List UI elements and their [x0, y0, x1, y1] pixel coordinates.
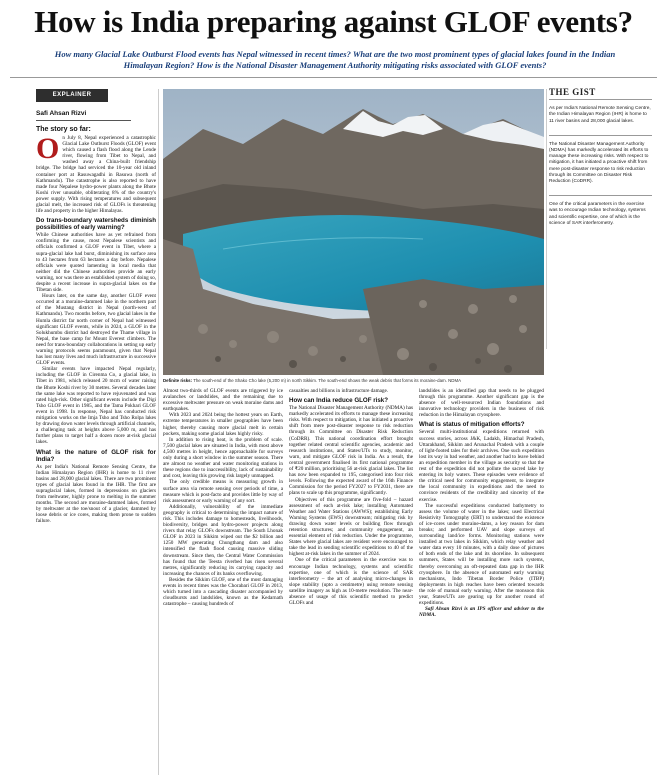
paragraph: Besides the Sikkim GLOF, one of the most damaging events in recent times was the Chorabari GLOF in 2013, which turned into a cascading disaster accompanied by cloudbursts and landslides, known as the Kedarnath catastrophe – causing hundreds of — [163, 576, 283, 608]
story-label: The story so far: — [36, 126, 91, 133]
paragraph: The National Disaster Management Authority (NDMA) has markedly accelerated its efforts to manage these increasing risks. With respect to mitigation, it has initiated a proactive shift from mere post-disaster response to risk reduction through its Committee on Disaster Risk Reduction (CoDRR). This national coordination effort brought together related central scientific agencies, academic and research institutions, and States/UTs to study, monitor, warn, and mitigate GLOF risk in India. As a result, the central government finalised its first national programme of ₹20 million, prioritising 56 at-risk glacial lakes. The list has now been expanded to 195, categorised into four risk levels. Following the expected award of the 16th Finance Commission for the period FY2027 to FY2031, there are plans to scale up this programme, significantly. — [289, 405, 413, 497]
paragraph: Almost two-thirds of GLOF events are triggered by ice avalanches or landslides, and the remaining due to excessive meltwater pressure on weak moraine dams and earthquakes. — [163, 388, 283, 413]
paragraph: Objectives of this programme are five-fold – hazard assessment of each at-risk lake; installing Automated Weather and Water Stations (AWWS); establishing Early Warning Systems (EWS) downstream; mitigating risk by drawing down water levels or building flow through retention structures; and community engagement, an essential element of risk reduction. Under the programme, States where glacial lakes are resident were encouraged to take the lead in sending scientific expeditions to 40 of the highest at-risk lakes in the summer of 2024. — [289, 496, 413, 558]
gist-sidebar — [549, 89, 652, 237]
paragraph: n July 8, Nepal experienced a catastrophic Glacial Lake Outburst Floods (GLOF) event which caused a flash flood along the Lende river, flowing from Tibet to Nepal, and washed away a China-built friendship bridge. The bridge had serviced the 10-year old inland container port at Rasuwagadhi in Rasuwa (north of Kathmandu). The catastrophe is also reported to have made four Nepalese hydro-power plants along the Bhote Koshi river unusable, obliterating 8% of the country's power supply. With rising temperatures and subsequent glacial melt, the increased risk of GLOFs is threatening life and property in the higher Himalayas. — [36, 135, 156, 215]
gist-item: One of the critical parameters in the exercise was to encourage Indian technology, systems and scientific expertise, one of which is the science of SAR interferometry. — [549, 202, 646, 226]
header-rule — [10, 77, 657, 78]
subheading: What is status of mitigation efforts? — [419, 421, 525, 429]
caption-text: The south-end of the Shako Cho lake (5,200 m) in north Sikkim. The south-end shows the weak debris that forms its moraine-dam. NDMA — [193, 378, 462, 383]
paragraph: One of the critical parameters in the exercise was to encourage Indian technology, systems and scientific expertise, one of which is the science of SAR interferometry – the art of analysing micro-changes in slope stability (upto a centimetre) using remote sensing satellite imagery as high as 10-metre resolution. The near-absence of usage of this scientific method to predict GLOFs and — [289, 557, 413, 607]
paragraph: The successful expeditions conducted bathymetry to assess the volume of water in the lakes; used Electrical Resistivity Tomography (ERT) to understand the existence of ice-cores under moraine-dams, a key reason for dam breaks; and performed UAV and slope surveys of surrounding land/ice forms. Monitoring stations were installed at two lakes in Sikkim, which relay weather and water data every 10 minutes, with a daily dose of pictures of both ends of the lake and its shoreline. In subsequent summers, States will be installing more such systems, thereby overcoming an oft-repeated data gap in the IHR cryosphere. In the absence of automated early warning mechanisms, Indo Tibetan Border Police (ITBP) deployments in high reaches have been oriented towards the role of manual early warning. After the monsoon this year, States/UTs are gearing up for another round of expeditions. — [419, 502, 544, 607]
paragraph: As per India's National Remote Sensing Centre, the Indian Himalayan Region (IHR) is home to 11 river basins and 28,000 glacial lakes. There are two prominent types of glacial lakes found in the IHR. The first are supraglacial lakes, formed in depressions on glaciers from meltwater, highly prone to melting in the summer months. The second are moraine-dammed lakes, formed by meltwater at the toe/snout of a glacier, dammed by loose debris or ice cores, making them prone to sudden failure. — [36, 463, 156, 525]
caption-label: Definite risks: — [163, 378, 193, 383]
section-tag: EXPLAINER — [36, 89, 108, 102]
paragraph: landslides is an identified gap that needs to be plugged through this programme. Another significant gap is the absence of well-resourced Indian foundations and innovative technology providers in the business of risk reduction in the Himalayan cryosphere. — [419, 388, 544, 419]
gist-item: As per India's National Remote Sensing Centre, the Indian Himalayan Region (IHR) is home to 11 river basins and 28,000 glacial lakes. — [549, 106, 651, 124]
gist-rule — [549, 99, 652, 100]
drop-cap: O — [36, 135, 60, 165]
column-4 — [419, 388, 544, 776]
paragraph: With 2023 and 2024 being the hottest years on Earth, extreme temperatures in smaller geographies have been higher, thereby causing more glacial melt in certain pockets, making some glacial lakes highly risky. — [163, 412, 283, 437]
column-divider — [158, 89, 159, 775]
author-note: Safi Ahsan Rizvi is an IPS officer and adviser to the NDMA. — [419, 606, 544, 619]
headline: How is India preparing against GLOF events? — [34, 4, 633, 39]
paragraph: The only credible means is measuring growth in surface area via remote sensing over periods of time, a measure which is post-facto and provides little by way of risk assessment or early warning of any sort. — [163, 479, 283, 504]
photo-caption — [163, 378, 544, 383]
byline-rule — [36, 120, 131, 121]
paragraph: In addition to rising heat, is the problem of scale. 7,500 glacial lakes are situated in India, with most above 4,500 metres in height, hence approachable for surveys only during a short window in the summer season. There are almost no weather and water monitoring stations in these regions due to inaccessibility, lack of sustainability and cost, leaving this growing risk largely unmapped. — [163, 436, 283, 480]
gist-title: THE GIST — [549, 87, 596, 97]
column-1 — [36, 135, 156, 775]
paragraph: While Chinese authorities have as yet refrained from confirming the cause, most Nepalese scientists and officials confirmed a GLOF event in Tibet, where a supra-glacial lake had burst, diminishing its surface area to 43 hectares from 63 hectares a day before. Nepalese officials were quoted lamenting in local media that neither did the Chinese authorities provide an early warning, nor was there an established system of doing so, despite a recent increase in supra-glacial lakes on the Tibetan side. — [36, 232, 156, 294]
paragraph: Several multi-institutional expeditions returned with success stories, across J&K, Ladakh, Himachal Pradesh, Uttarakhand, Sikkim and Arunachal Pradesh with a couple of light-footed tales for their archives. One such expedition lost its way in bad weather, and another had to leave behind an expedition member in the village as security so that the rest of the expedition did not pollute the sacred lake by entering its holy waters. These episodes were evidence of the critical need for community engagement, to integrate the local community in expeditions and the need to convince residents of the credibility and sincerity of the exercise. — [419, 429, 544, 503]
column-3 — [289, 388, 413, 776]
gist-item: The National Disaster Management Authority (NDMA) has markedly accelerated its efforts to manage these increasing risks. With respect to mitigation, it has initiated a proactive shift from mere post-disaster response to risk reduction through its Committee on Disaster Risk Reduction (CoDRR). — [549, 141, 649, 185]
gist-rule — [549, 135, 652, 136]
paragraph: casualties and billions in infrastructure damage. — [289, 388, 389, 394]
column-divider — [546, 89, 547, 349]
gist-rule — [549, 195, 652, 196]
paragraph: Hours later, on the same day, another GLOF event occurred at a moraine-dammed lake in the northern part of the Mustang district in Nepal (north-west of Kathmandu). Two months before, two glacial lakes in the Humla district far north corner of Nepal had witnessed significant GLOF events, while in 2024, a GLOF in the Solukhumbu district had destroyed the Thame village in Nepal, the base camp for Mount Everest climbers. The need for trans-boundary collaborations in setting up early warning protocols seems paramount, given that Nepal has lost many lives and much infrastructure in successive GLOF events. — [36, 293, 156, 367]
subheading: Do trans-boundary watersheds diminish possibilities of early warning? — [36, 217, 156, 232]
paragraph: Additionally, vulnerability of the immediate geography is critical to determining the impact nature of risk. This includes damage to homesteads, livelihoods, biodiversity, bridges and hydro-power projects along rivers that relay GLOFs downstream. The South Lhonak GLOF in 2023 in Sikkim wiped out the $2 billion and 1250 MW generating Chungthang dam and also intensified the flash flood causing massive sliding downstream. Since then, the Central Water Commission has found that the Teesta riverbed has risen several metres, significantly reducing its carrying capacity and increasing the chances of its banks overflowing. — [163, 503, 283, 577]
deck: How many Glacial Lake Outburst Flood events has Nepal witnessed in recent times? What are the two most prominent types of glacial lakes found in the Indian Himalayan Region? How is the National Disaster Management Authority mitigating risks associated with GLOF events? — [54, 49, 616, 70]
subheading: How can India reduce GLOF risk? — [289, 397, 389, 405]
subheading: What is the nature of GLOF risk for India? — [36, 448, 156, 463]
paragraph: Similar events have impacted Nepal regularly, including the GLOF in Cirenma Co, a glacial lake, in Tibet in 1981, which released 20 mcm of water raising the Bhote Koshi river by 30 metres. Several decades later the same lake was reported to have rejuvenated and was rated high-risk. Other significant events include the Digi Tsho GLOF event in 1985, and the Tama Pokhari GLOF event in 1998. In response, Nepal has conducted risk mitigation works on the Imja Tsho and Tsho Rolpa lakes by drawing down water levels through artificial channels, a challenging task at heights above 5,000 m, and has further plans to target half a dozen more at-risk glacial lakes. — [36, 366, 156, 446]
column-2 — [163, 388, 283, 776]
lake-photo — [163, 89, 544, 375]
byline: Safi Ahsan Rizvi — [36, 110, 87, 117]
